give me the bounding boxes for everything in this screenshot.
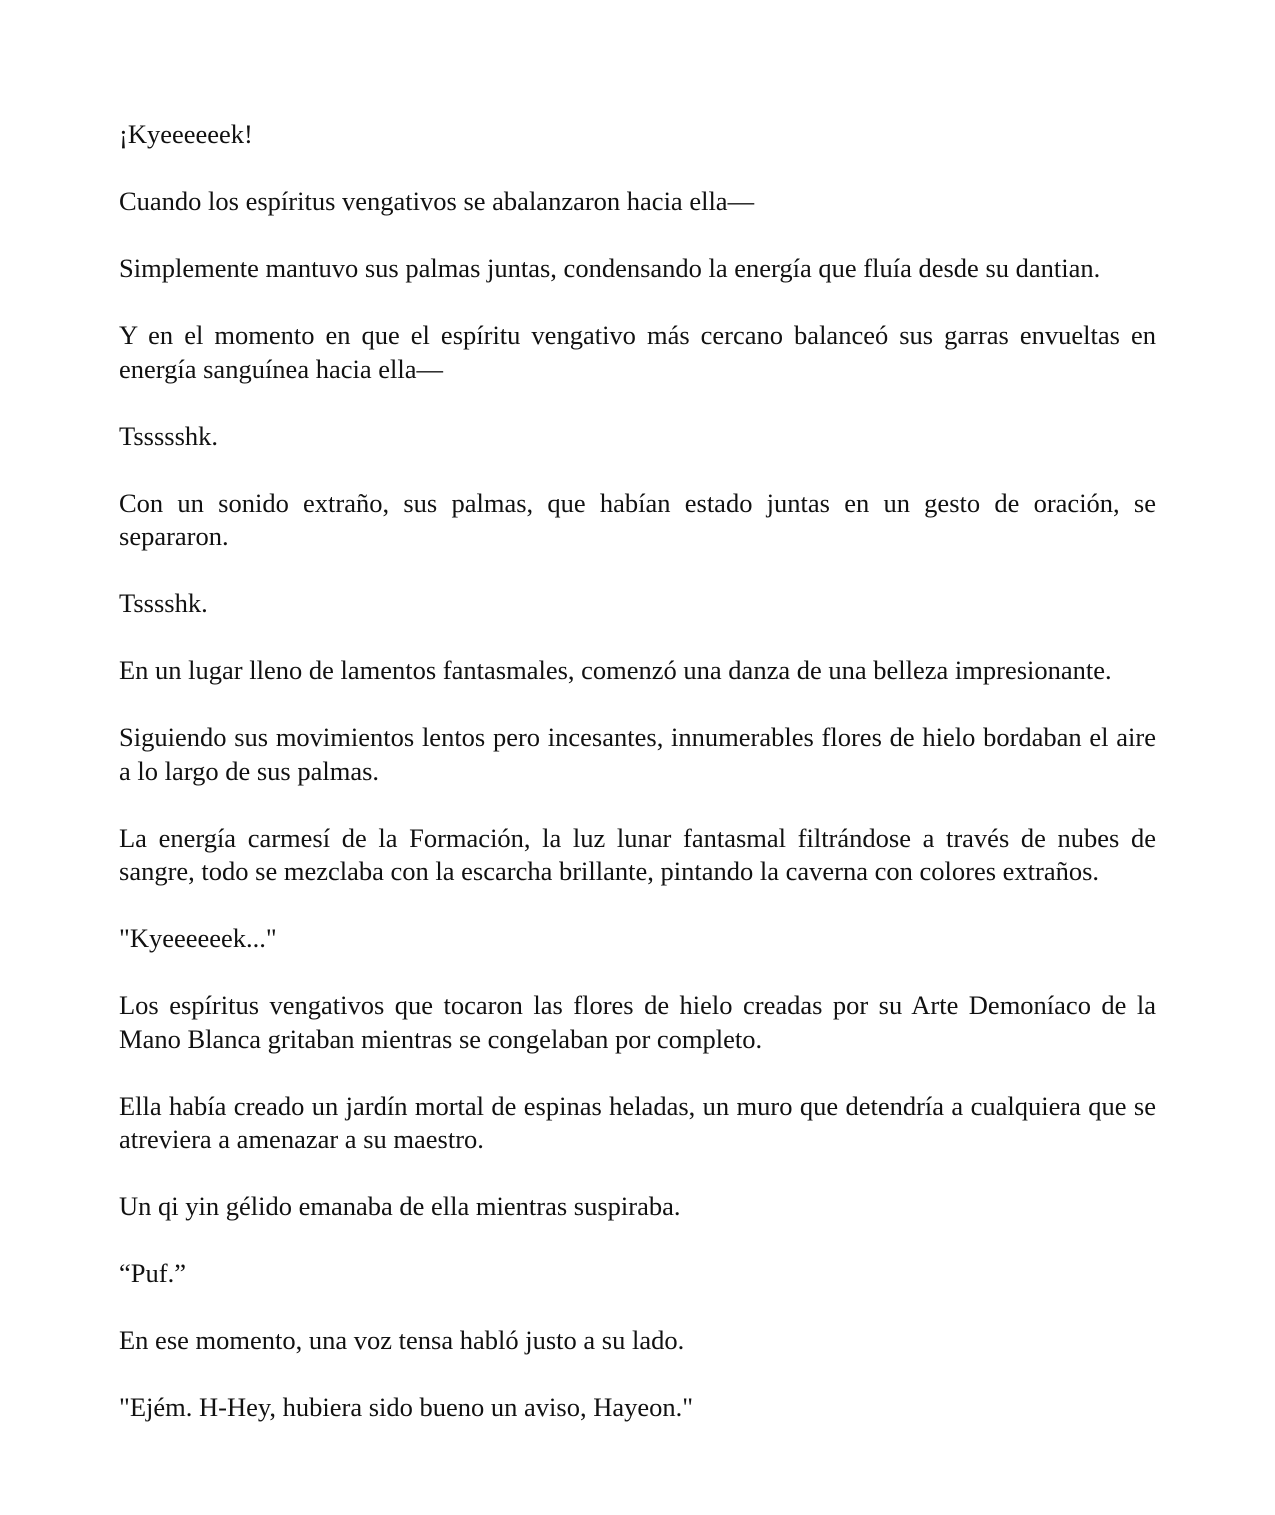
paragraph: "Kyeeeeeek..." xyxy=(119,923,277,953)
paragraph: Tsssshk. xyxy=(119,588,208,618)
paragraph: En ese momento, una voz tensa habló justo a su lado. xyxy=(119,1325,685,1355)
paragraph: Los espíritus vengativos que tocaron las flores de hielo creadas por su Arte Demoníaco de la Mano Blanca gritaban mientras se congelaban por completo. xyxy=(119,990,1156,1054)
paragraph: Tssssshk. xyxy=(119,420,219,451)
paragraph: La energía carmesí de la Formación, la luz lunar fantasmal filtrándose a través de nubes de sangre, todo se mezclaba con la escarcha brillante, pintando la caverna con colores extraños. xyxy=(119,822,1156,886)
paragraph: Un qi yin gélido emanaba de ella mientras suspiraba. xyxy=(119,1191,681,1221)
paragraph: Ella había creado un jardín mortal de espinas heladas, un muro que detendría a cualquiera que se atreviera a amenazar a su maestro. xyxy=(119,1090,1156,1154)
paragraph: “Puf.” xyxy=(119,1258,186,1288)
paragraph: ¡Kyeeeeeek! xyxy=(119,119,253,149)
paragraph: Siguiendo sus movimientos lentos pero incesantes, innumerables flores de hielo bordaban el aire a lo largo de sus palmas. xyxy=(119,722,1156,786)
paragraph: "Ejém. H-Hey, hubiera sido bueno un aviso, Hayeon." xyxy=(119,1392,694,1422)
paragraph: Y en el momento en que el espíritu vengativo más cercano balanceó sus garras envueltas en energía sanguínea hacia ella— xyxy=(119,320,1156,384)
body-text xyxy=(119,118,1156,1425)
paragraph: Simplemente mantuvo sus palmas juntas, condensando la energía que fluía desde su dantian. xyxy=(119,253,1101,283)
paragraph: En un lugar lleno de lamentos fantasmales, comenzó una danza de una belleza impresionante. xyxy=(119,655,1112,685)
paragraph: Cuando los espíritus vengativos se abalanzaron hacia ella— xyxy=(119,186,755,216)
paragraph: Con un sonido extraño, sus palmas, que habían estado juntas en un gesto de oración, se separaron. xyxy=(119,487,1156,551)
